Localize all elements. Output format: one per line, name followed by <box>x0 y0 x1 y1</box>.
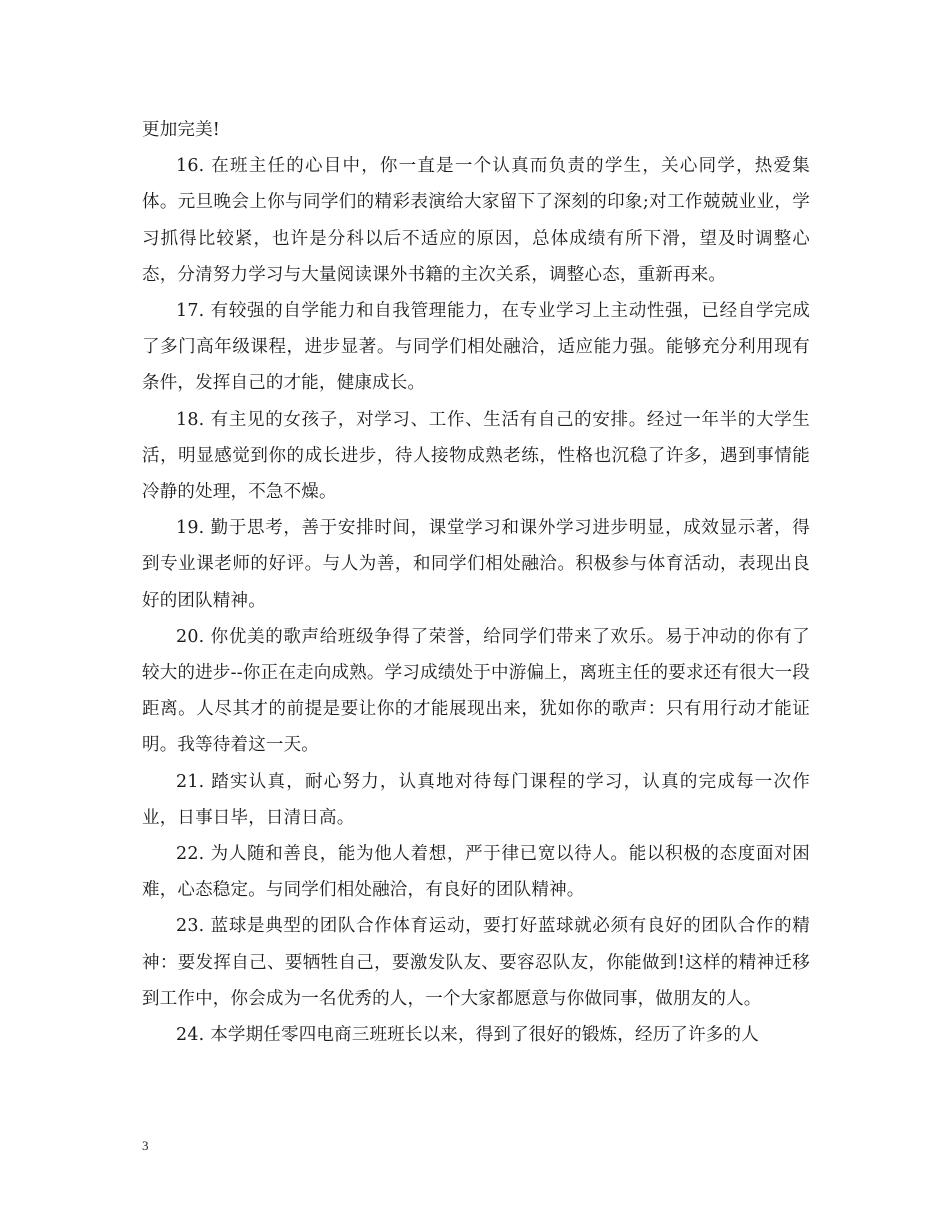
paragraph-continuation: 更加完美! <box>142 120 221 140</box>
paragraph-item-24: 24. 本学期任零四电商三班班长以来，得到了很好的锻炼，经历了许多的人 <box>176 1025 759 1046</box>
paragraph-item-21: 21. 踏实认真，耐心努力，认真地对待每门课程的学习，认真的完成每一次作业，日事日毕，日清日高。 <box>142 771 810 828</box>
document-body <box>142 112 810 1053</box>
paragraph-item-18: 18. 有主见的女孩子，对学习、工作、生活有自己的安排。经过一年半的大学生活，明显感觉到你的成长进步，待人接物成熟老练，性格也沉稳了许多，遇到事情能冷静的处理，不急不燥。 <box>142 409 810 503</box>
paragraph-item-22: 22. 为人随和善良，能为他人着想，严于律已宽以待人。能以积极的态度面对困难，心态稳定。与同学们相处融洽，有良好的团队精神。 <box>142 844 810 901</box>
paragraph-item-19: 19. 勤于思考，善于安排时间，课堂学习和课外学习进步明显，成效显示著，得到专业课老师的好评。与人为善，和同学们相处融洽。积极参与体育活动，表现出良好的团队精神。 <box>142 518 810 611</box>
page-number: 3 <box>142 1138 149 1153</box>
paragraph-item-17: 17. 有较强的自学能力和自我管理能力，在专业学习上主动性强，已经自学完成了多门高年级课程，进步显著。与同学们相处融洽，适应能力强。能够充分利用现有条件，发挥自己的才能，健康成长。 <box>142 301 810 394</box>
paragraph-item-16: 16. 在班主任的心目中，你一直是一个认真而负责的学生，关心同学，热爱集体。元旦晚会上你与同学们的精彩表演给大家留下了深刻的印象;对工作兢兢业业，学习抓得比较紧，也许是分科以后不适应的原因，总体成绩有所下滑，望及时调整心态，分清努力学习与大量阅读课外书籍的主次关系，调整心态，重新再来。 <box>142 156 810 285</box>
paragraph-item-20: 20. 你优美的歌声给班级争得了荣誉，给同学们带来了欢乐。易于冲动的你有了较大的进步--你正在走向成熟。学习成绩处于中游偏上，离班主任的要求还有很大一段距离。人尽其才的前提是要让你的才能展现出来，犹如你的歌声：只有用行动才能证明。我等待着这一天。 <box>142 626 810 756</box>
paragraph-item-23: 23. 蓝球是典型的团队合作体育运动，要打好蓝球就必须有良好的团队合作的精神：要发挥自己、要牺牲自己，要激发队友、要容忍队友，你能做到!这样的精神迁移到工作中，你会成为一名优秀的人，一个大家都愿意与你做同事，做朋友的人。 <box>142 916 810 1009</box>
